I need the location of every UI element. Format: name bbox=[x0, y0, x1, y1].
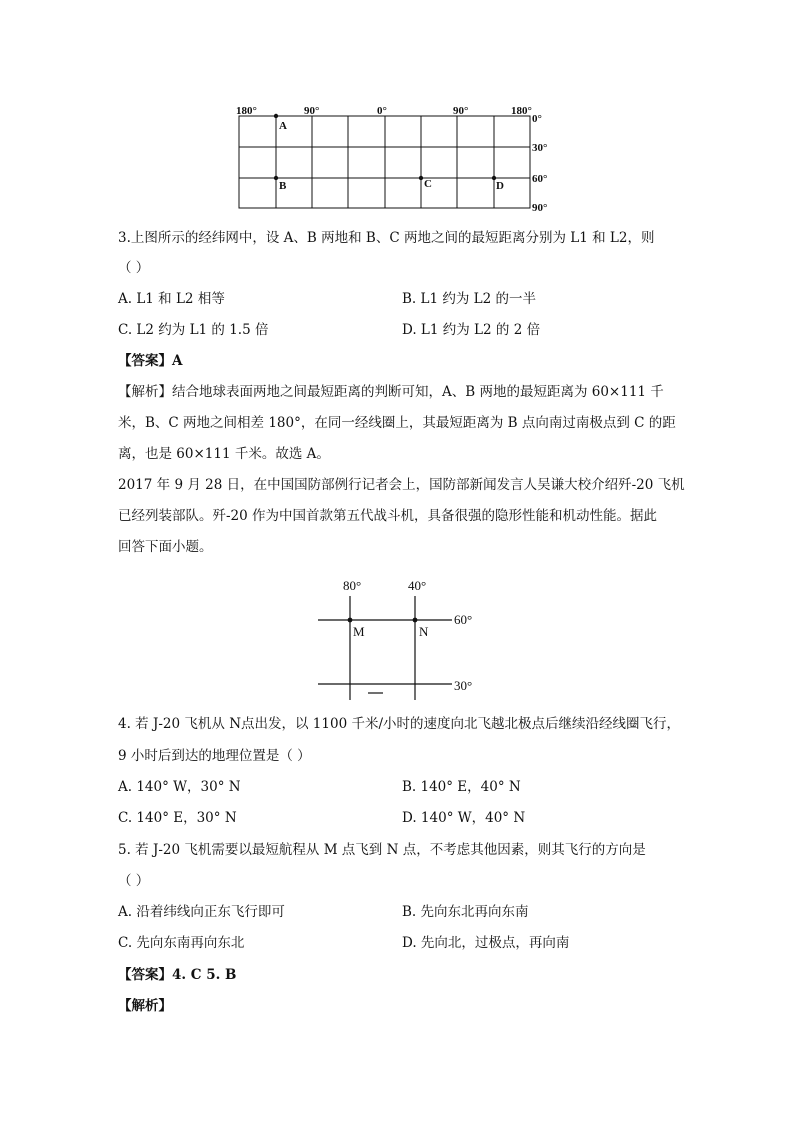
fig1-top-label: 0° bbox=[377, 105, 387, 117]
point-a-label: A bbox=[279, 120, 287, 132]
q5-stem-line1: 5. 若 J-20 飞机需要以最短航程从 M 点飞到 N 点，不考虑其他因素，则其飞行的方向是 bbox=[118, 842, 646, 858]
point-n-dot bbox=[413, 618, 418, 623]
q5-option-b: B. 先向东北再向东南 bbox=[402, 904, 529, 920]
point-c-dot bbox=[419, 176, 423, 180]
point-m-dot bbox=[348, 618, 353, 623]
q5-option-c: C. 先向东南再向东北 bbox=[118, 935, 245, 951]
fig1-top-label: 180° bbox=[511, 105, 532, 117]
q3-stem-line2: （ ） bbox=[118, 260, 150, 276]
q3-analysis-line2: 米，B、C 两地之间相差 180°，在同一经线圈上，其最短距离为 B 点向南过南极点到 C 的距 bbox=[118, 415, 676, 431]
q5-stem-line2: （ ） bbox=[118, 873, 150, 889]
q5-option-a: A. 沿着纬线向正东飞行即可 bbox=[118, 904, 285, 920]
fig2-top-label: 80° bbox=[343, 578, 362, 593]
fig1-right-label: 60° bbox=[532, 173, 548, 185]
intro-line3: 回答下面小题。 bbox=[118, 539, 213, 555]
fig2-top-label: 40° bbox=[408, 578, 427, 593]
q3-option-c: C. L2 约为 L1 的 1.5 倍 bbox=[118, 322, 269, 338]
q4-stem-line2: 9 小时后到达的地理位置是（ ） bbox=[118, 748, 311, 764]
q3-option-b: B. L1 约为 L2 的一半 bbox=[402, 291, 536, 307]
intro-line1: 2017 年 9 月 28 日，在中国国防部例行记者会上，国防部新闻发言人吴谦大校介绍歼-20 飞机 bbox=[118, 477, 685, 493]
point-a-dot bbox=[274, 114, 278, 118]
fig2-right-label: 60° bbox=[454, 612, 473, 627]
point-d-label: D bbox=[496, 180, 504, 192]
fig1-right-label: 0° bbox=[532, 113, 542, 125]
fig1-right-label: 30° bbox=[532, 142, 548, 154]
q3-option-d: D. L1 约为 L2 的 2 倍 bbox=[402, 322, 541, 338]
fig1-top-label: 180° bbox=[236, 105, 257, 117]
point-c-label: C bbox=[424, 178, 432, 190]
q5-option-d: D. 先向北，过极点，再向南 bbox=[402, 935, 570, 951]
intro-line2: 已经列装部队。歼-20 作为中国首款第五代战斗机，具备很强的隐形性能和机动性能。据此 bbox=[118, 508, 658, 524]
fig1-right-label: 90° bbox=[532, 202, 548, 214]
q45-analysis: 【解析】 bbox=[118, 998, 172, 1014]
q3-stem-line1: 3.上图所示的经纬网中，设 A、B 两地和 B、C 两地之间的最短距离分别为 L1 和 L2，则 bbox=[118, 230, 655, 246]
q3-option-a: A. L1 和 L2 相等 bbox=[118, 291, 225, 307]
q3-answer: 【答案】A bbox=[118, 353, 183, 369]
q3-analysis-line3: 离，也是 60×111 千米。故选 A。 bbox=[118, 446, 330, 462]
point-n-label: N bbox=[419, 624, 429, 639]
q4-option-a: A. 140° W，30° N bbox=[118, 779, 241, 795]
point-b-label: B bbox=[279, 180, 287, 192]
fig1-top-label: 90° bbox=[304, 105, 320, 117]
point-m-label: M bbox=[353, 624, 365, 639]
q4-option-b: B. 140° E，40° N bbox=[402, 779, 521, 795]
fig2-right-label: 30° bbox=[454, 678, 473, 693]
figure-2-lines bbox=[318, 596, 452, 700]
q4-option-d: D. 140° W，40° N bbox=[402, 810, 526, 826]
q45-answer: 【答案】4. C 5. B bbox=[118, 967, 237, 983]
point-b-dot bbox=[274, 176, 278, 180]
q4-option-c: C. 140° E，30° N bbox=[118, 810, 237, 826]
fig1-top-label: 90° bbox=[453, 105, 469, 117]
q3-analysis-line1: 【解析】结合地球表面两地之间最短距离的判断可知，A、B 两地的最短距离为 60×111 千 bbox=[118, 384, 664, 400]
q4-stem-line1: 4. 若 J-20 飞机从 N点出发，以 1100 千米/小时的速度向北飞越北极点后继续沿经线圈飞行， bbox=[118, 716, 680, 732]
